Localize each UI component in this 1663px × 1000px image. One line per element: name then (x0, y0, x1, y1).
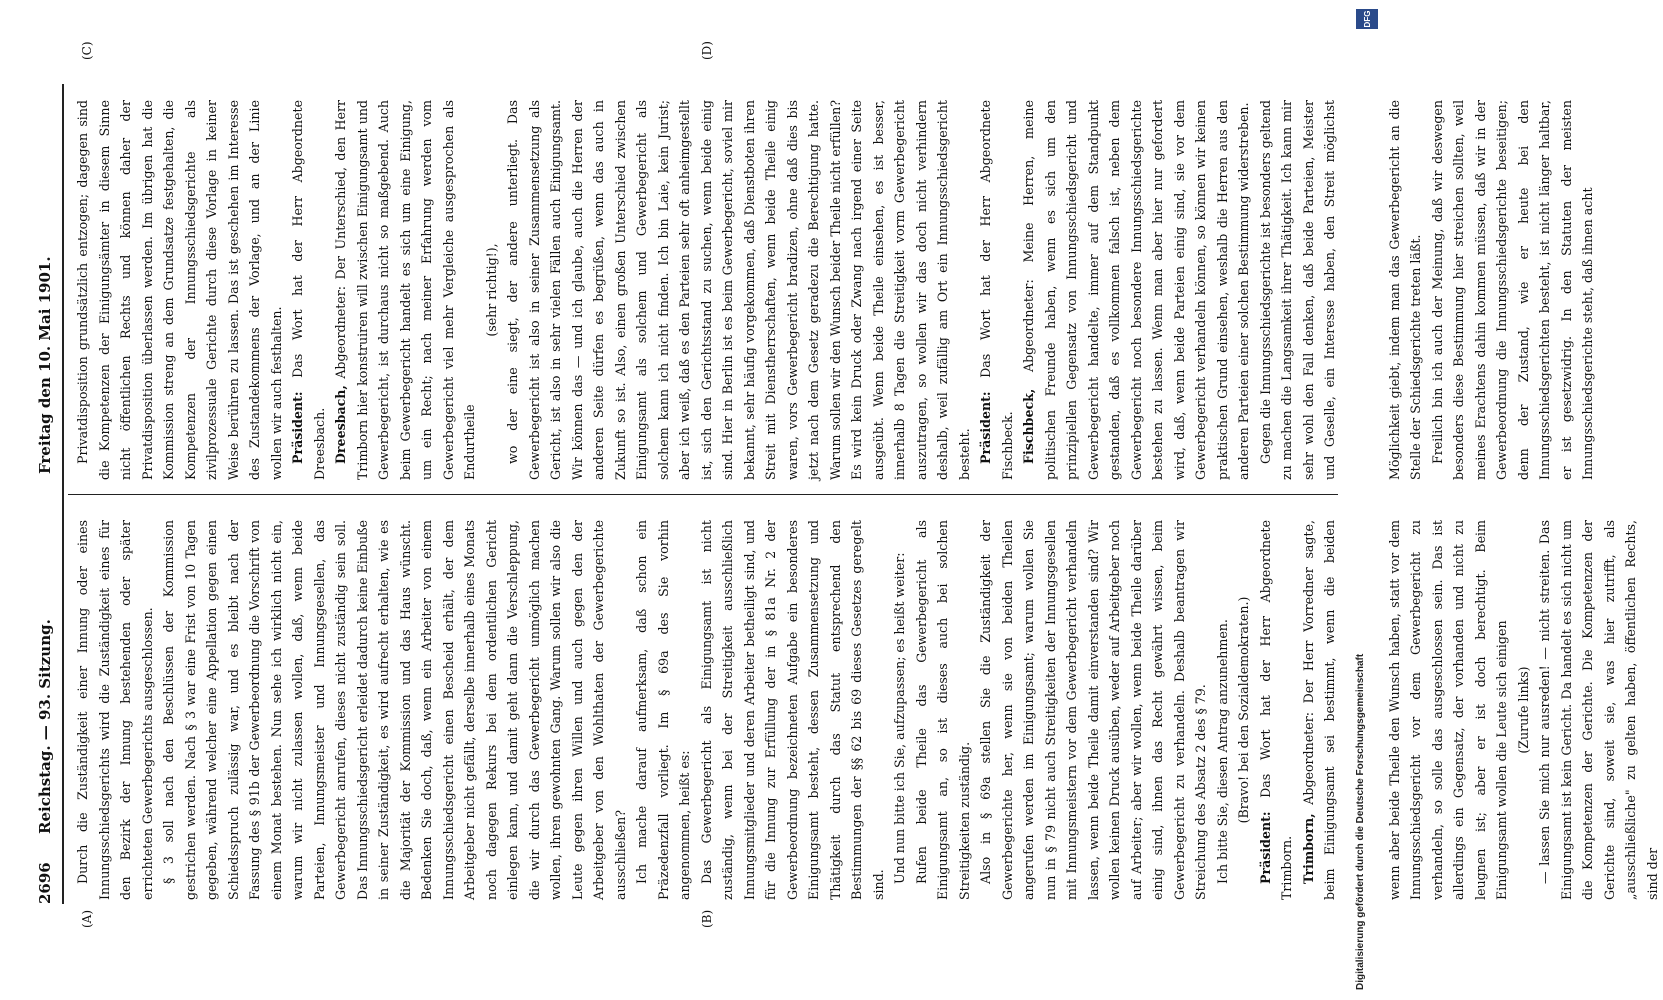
header-right-title: Freitag den 10. Mai 1901. (36, 256, 54, 474)
paragraph: Präsident: Das Wort hat der Herr Abgeordnete Fischbeck. (978, 100, 1015, 480)
paragraph: (Bravo! bei den Sozialdemokraten.) (1236, 596, 1251, 824)
column-divider (68, 494, 1338, 495)
header-rule (62, 84, 64, 904)
paragraph: (Zurufe links) (1515, 666, 1531, 754)
dfg-logo: DFG (1356, 9, 1378, 29)
digitization-note-text: Digitalisierung gefördert durch die Deutsche Forschungsgemeinschaft (1355, 653, 1366, 990)
paragraph: Präsident: Das Wort hat der Herr Abgeordnete Dreesbach. (290, 100, 327, 480)
header-left-title: Reichstag. — 93. Sitzung. (36, 619, 54, 834)
margin-marker-b: (B) (700, 909, 714, 928)
page-number: 2696 (36, 862, 54, 904)
paragraph: (sehr richtig!), (483, 243, 499, 337)
paragraph: Gegen die Innungsschiedsgerichte ist besonders geltend zu machen die Langsamkeit ihrer Thätigkeit. Ich kann mir sehr wohl den Fall denken, daß beide Parteien, Meister und Geselle, ein Interesse haben, den Streit möglichst Möglichkeit giebt, indem man das Gewerbegericht an die Stelle der Schiedsgerichte treten läßt. (1257, 100, 1423, 480)
paragraph: Trimborn, Abgeordneter: Der Herr Vorredner sagte, beim Einigungsamt sei bestimmt, wenn die beiden wenn aber beide Theile den Wunsch haben, statt vor dem Innungsschiedsgericht vor dem Gewerbegericht zu verhandeln, so solle das ausgeschlossen sein. Das ist allerdings ein Gegensatz, der vorhanden und nicht zu leugnen ist; aber er ist doch berechtigt. Beim Einigungsamt wollen die Leute sich einigen (1300, 520, 1509, 900)
paragraph: Ich bitte Sie, diesen Antrag anzunehmen. (1214, 619, 1230, 884)
margin-marker-c: (C) (80, 41, 94, 60)
paragraph: Privatdisposition grundsätzlich entzogen; dagegen sind die Kompetenzen der Einigungsämter in diesem Sinne nicht öffentlichen Rechts und können daher der Privatdisposition überlassen werden. Im übrigen hat die Kommission streng an dem Grundsatze festgehalten, die Kompetenzen der Innungsschiedsgerichte als zivilprozessuale Gerichte durch diese Vorlage in keiner Weise berühren zu lassen. Das ist geschehen im Interesse des Zustandekommens der Vorlage, und an der Linie wollen wir auch festhalten. (75, 100, 284, 480)
paragraph: Dreesbach, Abgeordneter: Der Unterschied, den Herr Trimborn hier konstruiren will zwischen Einigungsamt und Gewerbegericht, ist durchaus nicht so maßgebend. Auch beim Gewerbegericht handelt es sich um eine Einigung, um ein Recht; nach meiner Erfahrung werden vom Gewerbegericht viel mehr Vergleiche ausgesprochen als Endurtheile (333, 100, 477, 480)
paragraph: Ich mache darauf aufmerksam, daß schon ein Präzedenzfall vorliegt. Im § 69a des Sie vorhin angenommen, heißt es: (634, 520, 692, 900)
paragraph: wo der eine siegt, der andere unterliegt. Das Gewerbegericht ist also in seiner Zusammensetzung als Gericht, ist also in sehr vielen Fällen auch Einigungsamt. Wir können das — und ich glaube, auch die Herren der anderen Seite dürfen es begrüßen, wenn das auch in Zukunft so ist. Also, einen großen Unterschied zwischen Einigungsamt als solchem und Gewerbegericht als solchem kann ich nicht finden. Ich bin Laie, kein Jurist; aber ich weiß, daß es den Parteien sehr oft anheimgestellt ist, sich den Gerichtsstand zu suchen, wenn beide einig sind. Hier in Berlin ist es beim Gewerbegericht, soviel mir bekannt, sehr häufig vorgekommen, daß Dienstboten ihren Streit mit Dienstherrschaften, wenn beide Theile einig waren, vors Gewerbegericht bradizen, ohne daß dies bis jetzt nach dem Gesetz geradezu die Berechtigung hatte. Warum sollen wir den Wunsch beider Theile nicht erfüllen? Es wird kein Druck oder Zwang nach irgend einer Seite ausgeübt. Wenn beide Theile einsehen, es ist besser, innerhalb 8 Tagen die Streitigkeit vorm Gewerbegericht auszutragen, so wollen wir das doch nicht verhindern deshalb, weil zufällig am Ort ein Innungsschiedsgericht besteht. (505, 100, 972, 480)
paragraph: Also in § 69a stellen Sie die Zuständigkeit der Gewerbegerichte her, wenn sie von beiden Theilen angerufen werden im Einigungsamt; warum wollen Sie nun in § 79 nicht auch Streitigkeiten der Innungsgesellen mit Innungsmeistern vor dem Gewerbegericht verhandeln lassen, wenn beide Theile damit einverstanden sind? Wir wollen keinen Druck ausüben, weder auf Arbeitgeber noch auf Arbeiter; aber wir wollen, wenn beide Theile darüber einig sind, ihnen das Recht gewährt wissen, beim Gewerbegericht zu verhandeln. Deshalb beantragen wir Streichung des Absatz 2 des § 79. (978, 520, 1208, 900)
paragraph: Freilich bin ich auch der Meinung, daß wir deswegen besonders diese Bestimmung hier streichen sollten, weil meines Erachtens dahin kommen müssen, daß wir in der Gewerbeordnung die Innungsschiedsgerichte beseitigen; denn der Zustand, wie er heute bei den Innungsschiedsgerichten besteht, ist nicht länger haltbar, er ist gesetzwidrig. In den Statuten der meisten Innungsschiedsgerichte steht, daß ihnen acht (1429, 100, 1595, 480)
page-header (30, 84, 60, 904)
paragraph: Durch die Zuständigkeit einer Innung oder eines Innungsschiedsgerichts wird die Zuständigkeit eines für den Bezirk der Innung bestehenden oder später errichteten Gewerbegerichts ausgeschlossen. (75, 520, 155, 900)
right-column (72, 100, 1595, 480)
paragraph: Präsident: Das Wort hat der Herr Abgeordnete Trimborn. (1257, 520, 1294, 900)
paragraph: § 3 soll nach den Beschlüssen der Kommission gestrichen werden. Nach § 3 war eine Frist von 10 Tagen gegeben, während welcher eine Appellation gegen einen Schiedsspruch zulässig war, und es bleibt nach der Fassung des § 91b der Gewerbeordnung die Vorschrift von einem Monat bestehen. Nun sehe ich wirklich nicht ein, warum wir nicht zulassen wollen, daß, wenn beide Parteien, Innungsmeister und Innungsgesellen, das Gewerbegericht anrufen, dieses nicht zuständig sein soll. Das Innungsschiedsgericht erleidet dadurch keine Einbuße in seiner Zuständigkeit, es wird aufrecht erhalten, wie es die Majorität der Kommission und das Haus wünscht. Bedenken Sie doch, daß, wenn ein Arbeiter von einem Innungsschiedsgericht einen Bescheid erhält, der dem Arbeitgeber nicht gefällt, derselbe innerhalb eines Monats noch dagegen Rekurs bei dem ordentlichen Gericht einlegen kann, und damit geht dann die Verschleppung, die wir durch das Gewerbegericht unmöglich machen wollen, ihren gewohnten Gang. Warum sollen wir also die Leute gegen ihren Willen und auch gegen den der Arbeitgeber von den Wohlthaten der Gewerbegerichte ausschließen? (161, 520, 628, 900)
margin-marker-d: (D) (700, 41, 714, 60)
digitization-note (1345, 0, 1383, 1000)
margin-marker-a: (A) (80, 909, 94, 928)
paragraph: Das Gewerbegericht als Einigungsamt ist nicht zuständig, wenn bei der Streitigkeit ausschließlich Innungsmitglieder und deren Arbeiter betheiligt sind, und für die Innung zur Erfüllung der in § 81a Nr. 2 der Gewerbeordnung bezeichneten Aufgabe ein besonderes Einigungsamt besteht, dessen Zusammensetzung und Thätigkeit durch das Statut entsprechend den Bestimmungen der §§ 62 bis 69 dieses Gesetzes geregelt sind. (698, 520, 886, 900)
paragraph: Rufen beide Theile das Gewerbegericht als Einigungsamt an, so ist dieses auch bei solchen Streitigkeiten zuständig. (913, 520, 972, 900)
paragraph: Fischbeck, Abgeordneter: Meine Herren, meine politischen Freunde haben, wenn es sich um den prinzipiellen Gegensatz von Innungsschiedsgericht und Gewerbegericht handelte, immer auf dem Standpunkt gestanden, daß es vollkommen falsch ist, neben dem Gewerbegericht noch besondere Innungsschiedsgerichte bestehen zu lassen. Wenn man aber hier nur gefordert wird, daß, wenn beide Parteien einig sind, sie vor dem Gewerbegericht verhandeln können, so können wir keinen praktischen Grund einsehen, weshalb die Herren aus den anderen Parteien einer solchen Bestimmung widerstreben. (1021, 100, 1251, 480)
paragraph: Und nun bitte ich Sie, aufzupassen; es heißt weiter: (892, 552, 907, 884)
paragraph: — lassen Sie mich nur ausreden! — nicht streiten. Das Einigungsamt ist kein Gericht. Da handelt es sich nicht um die Kompetenzen der Gerichte. Die Kompetenzen der Gerichte sind, soweit sie, was hier zutrifft, als „ausschließliche" zu gelten haben, öffentlichen Rechts, sind der (1537, 520, 1660, 900)
